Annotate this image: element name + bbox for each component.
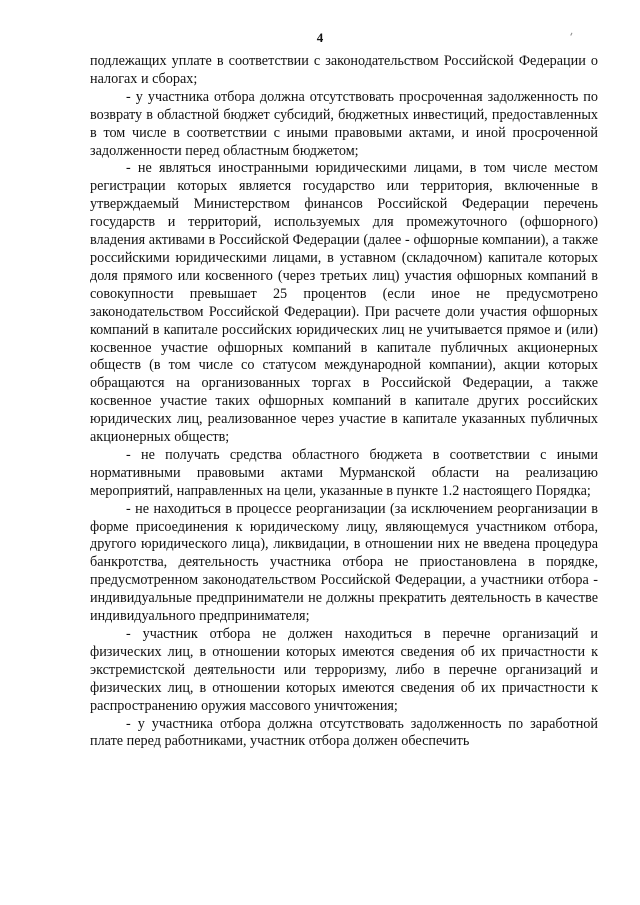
paragraph-no-regional-funds: - не получать средства областного бюджета в соответствии с иными нормативными правовыми актами Мурманской области на реализацию мероприятий, направленных на цели, указанные в пункте 1.2 настоящего Порядка; xyxy=(90,446,598,499)
paragraph-not-in-extremist-list: - участник отбора не должен находиться в перечне организаций и физических лиц, в отношении которых имеются сведения об их причастности к экстремистской деятельности или терроризму, либо в перечне организаций и физических лиц, в отношении которых имеются сведения об их причастности к распространению оружия массового уничтожения; xyxy=(90,626,598,714)
document-body xyxy=(90,53,598,751)
paragraph-no-reorganization: - не находиться в процессе реорганизации (за исключением реорганизации в форме присоединения к юридическому лицу, являющемуся участником отбора, другого юридического лица), ликвидации, в отношении них не введена процедура банкротства, деятельность участника отбора не приостановлена в порядке, предусмотренном законодательством Российской Федерации, а участники отбора - индивидуальные предприниматели не должны прекратить деятельность в качестве индивидуального предпринимателя; xyxy=(90,500,598,625)
page-number: 4 xyxy=(316,30,324,45)
paragraph-no-wage-arrears: - у участника отбора должна отсутствовать задолженность по заработной плате перед работниками, участник отбора должен обеспечить xyxy=(90,715,598,750)
paragraph-continuation: подлежащих уплате в соответствии с законодательством Российской Федерации о налогах и сборах; xyxy=(90,53,598,87)
paragraph-not-foreign-entity: - не являться иностранными юридическими лицами, в том числе местом регистрации которых является государство или территория, включенные в утверждаемый Министерством финансов Российской Федерации перечень государств и территорий, используемых для промежуточного (офшорного) владения активами в Российской Федерации (далее - офшорные компании), а также российскими юридическими лицами, в уставном (складочном) капитале которых доля прямого или косвенного (через третьих лиц) участия офшорных компаний в совокупности превышает 25 процентов (если иное не предусмотрено законодательством Российской Федерации). При расчете доли участия офшорных компаний в капитале российских юридических лиц не учитывается прямое и (или) косвенное участие офшорных компаний в капитале публичных акционерных обществ (в том числе со статусом международной компании), акции которых обращаются на организованных торгах в Российской Федерации, а также косвенное участие таких офшорных компаний в капитале других российских юридических лиц, реализованное через участие в капитале указанных публичных акционерных обществ; xyxy=(90,160,598,446)
paragraph-no-overdue-debt: - у участника отбора должна отсутствовать просроченная задолженность по возврату в областной бюджет субсидий, бюджетных инвестиций, предоставленных в том числе в соответствии с иными правовыми актами, и иной просроченной задолженности перед областным бюджетом; xyxy=(90,88,598,159)
